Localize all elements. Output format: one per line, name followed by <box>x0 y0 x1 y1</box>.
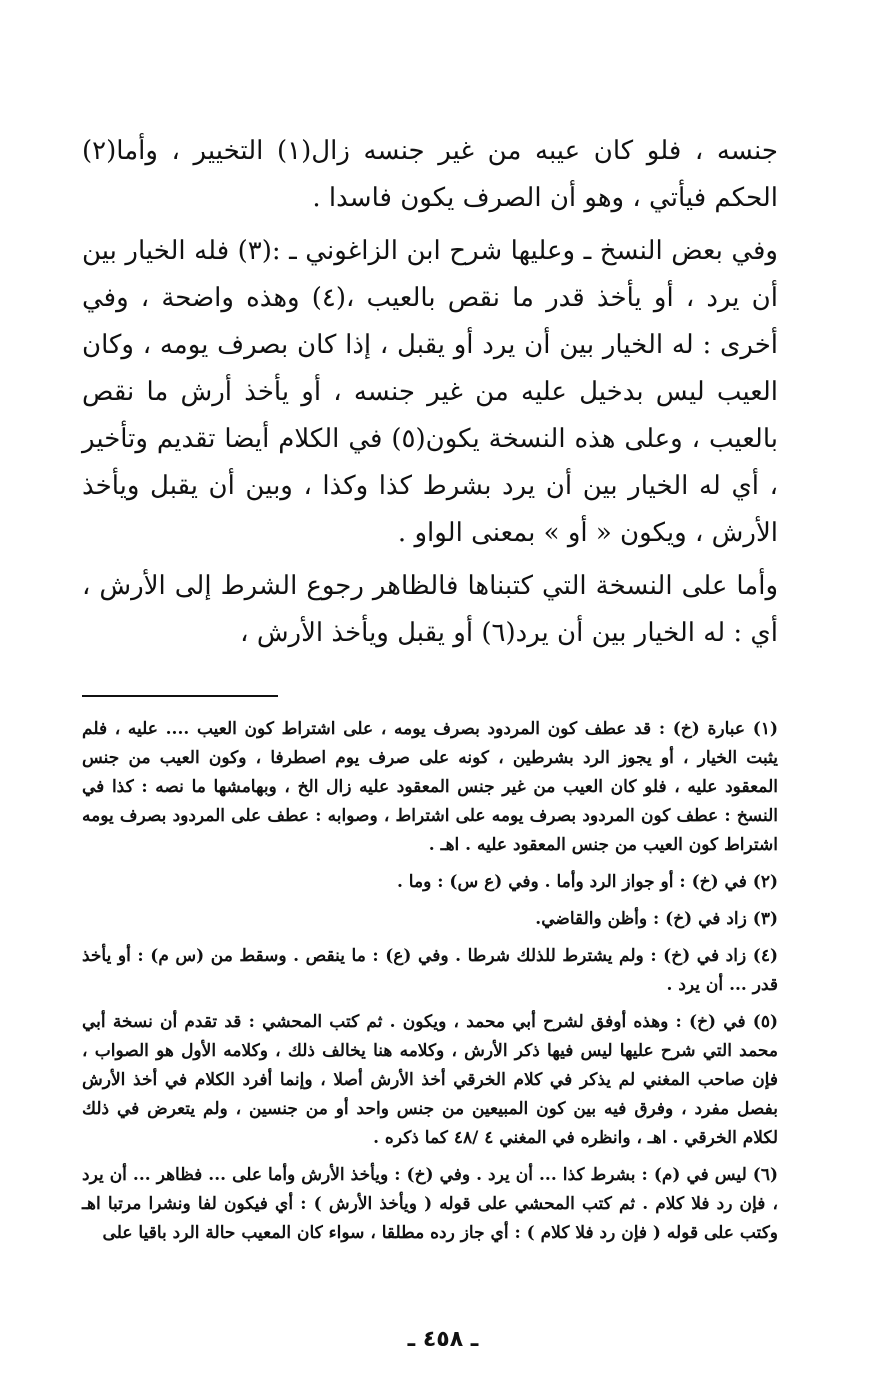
book-page <box>82 128 778 1360</box>
footnote-separator <box>82 695 278 697</box>
main-paragraph-3: وأما على النسخة التي كتبناها فالظاهر رجوع الشرط إلى الأرش ، أي : له الخيار بين أن يرد(٦) أو يقبل ويأخذ الأرش ، <box>82 571 778 648</box>
main-text <box>82 128 778 657</box>
footnotes <box>82 715 778 1248</box>
footnote-5: (٥) في (خ) : وهذه أوفق لشرح أبي محمد ، ويكون . ثم كتب المحشي : قد تقدم أن نسخة أبي محمد التي شرح عليها ليس فيها ذكر الأرش ، وكلامه هنا يخالف ذلك ، وكلامه الأول هو الصواب ، فإن صاحب المغني لم يذكر في كلام الخرقي أخذ الأرش أصلا ، وإنما أفرد الكلام في أخذ الأرش بفصل مفرد ، وفرق فيه بين كون المبيعين من جنس واحد أو من جنسين ، ولم يتعرض في ذلك لكلام الخرقي . اهـ ، وانظره في المغني ٤ /٤٨ كما ذكره . <box>82 1012 778 1148</box>
main-paragraph-2: وفي بعض النسخ ـ وعليها شرح ابن الزاغوني ـ :(٣) فله الخيار بين أن يرد ، أو يأخذ قدر ما نقص بالعيب ،(٤) وهذه واضحة ، وفي أخرى : له الخيار بين أن يرد أو يقبل ، إذا كان بصرف يومه ، وكان العيب ليس بدخيل عليه من غير جنسه ، أو يأخذ أرش ما نقص بالعيب ، وعلى هذه النسخة يكون(٥) في الكلام أيضا تقديم وتأخير ، أي له الخيار بين أن يرد بشرط كذا وكذا ، وبين أن يقبل ويأخذ الأرش ، ويكون « أو » بمعنى الواو . <box>82 236 778 548</box>
footnote-3: (٣) زاد في (خ) : وأظن والقاضي. <box>535 909 778 929</box>
footnote-4: (٤) زاد في (خ) : ولم يشترط للذلك شرطا . وفي (ع) : ما ينقص . وسقط من (س م) : أو يأخذ قدر ... أن يرد . <box>82 946 778 995</box>
footnote-1: (١) عبارة (خ) : قد عطف كون المردود بصرف يومه ، على اشتراط كون العيب .... عليه ، فلم يثبت الخيار ، أو يجوز الرد بشرطين ، كونه على صرف يوم اصطرفا ، وكون العيب من جنس المعقود عليه ، فلو كان العيب من غير جنس المعقود عليه زال الخ ، وبهامشها ما نصه : كذا في النسخ : عطف كون المردود بصرف يومه على اشتراط ، وصوابه : عطف على المردود بصرف يومه اشتراط كون العيب من جنس المعقود عليه . اهـ . <box>82 719 778 855</box>
main-paragraph-1: جنسه ، فلو كان عيبه من غير جنسه زال(١) التخيير ، وأما(٢) الحكم فيأتي ، وهو أن الصرف يكون فاسدا . <box>82 136 778 213</box>
footnote-2: (٢) في (خ) : أو جواز الرد وأما . وفي (ع س) : وما . <box>396 872 778 892</box>
footnote-6: (٦) ليس في (م) : بشرط كذا ... أن يرد . وفي (خ) : ويأخذ الأرش وأما على ... فظاهر ... أن يرد ، فإن رد فلا كلام . ثم كتب المحشي على قوله ( ويأخذ الأرش ) : أي فيكون لفا ونشرا مرتبا اهـ وكتب على قوله ( فإن رد فلا كلام ) : أي جاز رده مطلقا ، سواء كان المعيب حالة الرد باقيا على <box>82 1165 778 1243</box>
page-number: ـ ٤٥٨ ـ <box>407 1327 479 1352</box>
